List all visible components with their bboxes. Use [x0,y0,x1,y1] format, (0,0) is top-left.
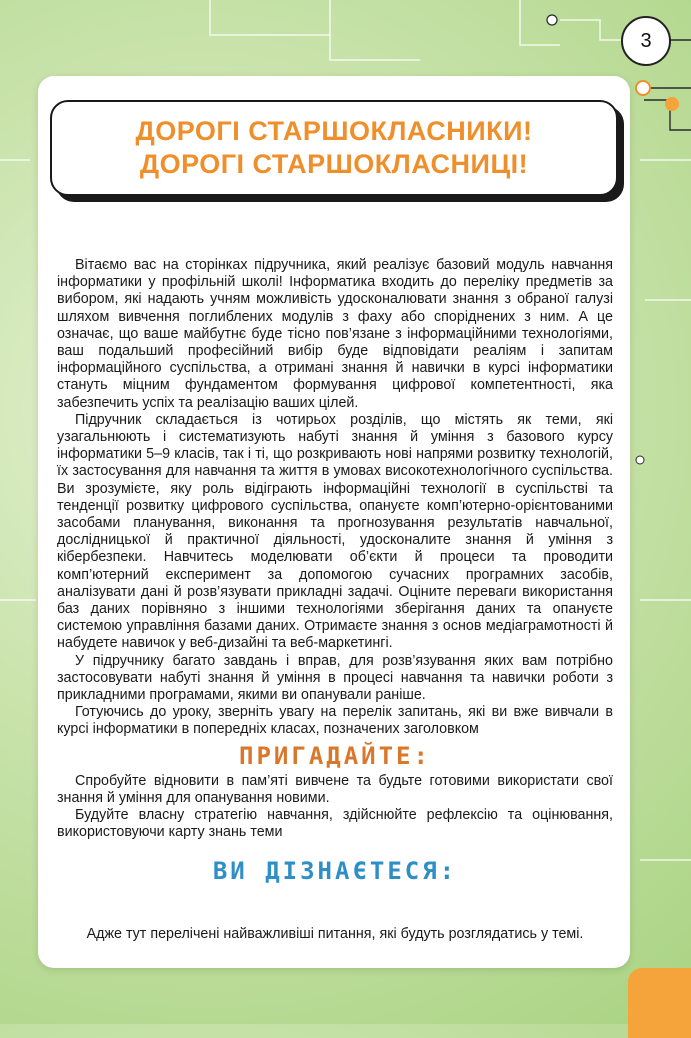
title-banner [50,100,618,196]
paragraph-structure: Підручник складається із чотирьох розділів, що містять як теми, які узагальнюють і систематизують набуті знання й уміння з базового курсу інформатики 5–9 класів, так і ті, що розкривають нові напрями розвитку технологій, їх застосування для навчання та життя в умовах високотехнологічного суспільства. Ви зрозумієте, яку роль відіграють інформаційні технології в суспільстві та тенденції розвитку цифрового суспільства, опануєте комп’ютерно-орієнтованими засобами планування, виконання та прогнозування результатів навчальної, дослідницької й практичної діяльності, удосконалите знання й уміння з кібербезпеки. Навчитесь моделювати об’єкти й процеси та проводити комп’ютерний експеримент за допомогою сучасних програмних засобів, аналізувати дані й розв’язувати прикладні задачі. Оціните переваги використання баз даних порівняно з іншими технологіями зберігання даних та опануєте системою управління базами даних. Отримаєте знання з основ медіаграмотності й набудете навичок у веб-дизайні та веб-маркетингі. [57,411,613,652]
body-text [57,257,613,888]
heading-remember: ПРИГАДАЙТЕ: [239,741,431,770]
title-line-2: ДОРОГІ СТАРШОКЛАСНИЦІ! [139,149,529,179]
paragraph-exercises: У підручнику багато завдань і вправ, для розв’язування яких вам потрібно застосовувати набуті знання й уміння в процесі навчання та навички роботи з прикладними програмами, якими ви опанували раніше. [57,652,613,704]
closing-line: Адже тут перелічені найважливіші питання, які будуть розглядатись у темі. [86,926,584,942]
heading-learn: ВИ ДІЗНАЄТЕСЯ: [212,856,458,885]
page-number: 3 [621,16,671,66]
title-line-1: ДОРОГІ СТАРШОКЛАСНИКИ! [135,116,533,146]
paragraph-preparation: Готуючись до уроку, зверніть увагу на перелік запитань, які ви вже вивчали в курсі інформатики в попередніх класах, позначених заголовком [57,704,613,738]
paragraph-recall: Спробуйте відновити в пам’яті вивчене та будьте готовими використати свої знання й уміння для опанування новими. [57,772,613,806]
corner-accent-tab [628,968,691,1038]
paragraph-intro: Вітаємо вас на сторінках підручника, який реалізує базовий модуль навчання інформатики у профільній школі! Інформатика входить до переліку предметів за вибором, які надають учням можливість удосконалювати знання з обраної галузі шляхом вивчення поглиблених модулів з фаху або споріднених з ним. А це означає, що ваше майбутнє буде тісно пов’язане з інформаційними технологіями, ваш подальший професійний вибір буде відповідати реаліям і запитам інформаційного суспільства, а отримані знання й навички в курсі інформатики стануть міцним фундаментом формування цифрової компетентності, яка забезпечить успіх та реалізацію ваших цілей. [57,257,613,411]
paragraph-strategy: Будуйте власну стратегію навчання, здійснюйте рефлексію та оцінювання, використовуючи карту знань теми [57,807,613,841]
